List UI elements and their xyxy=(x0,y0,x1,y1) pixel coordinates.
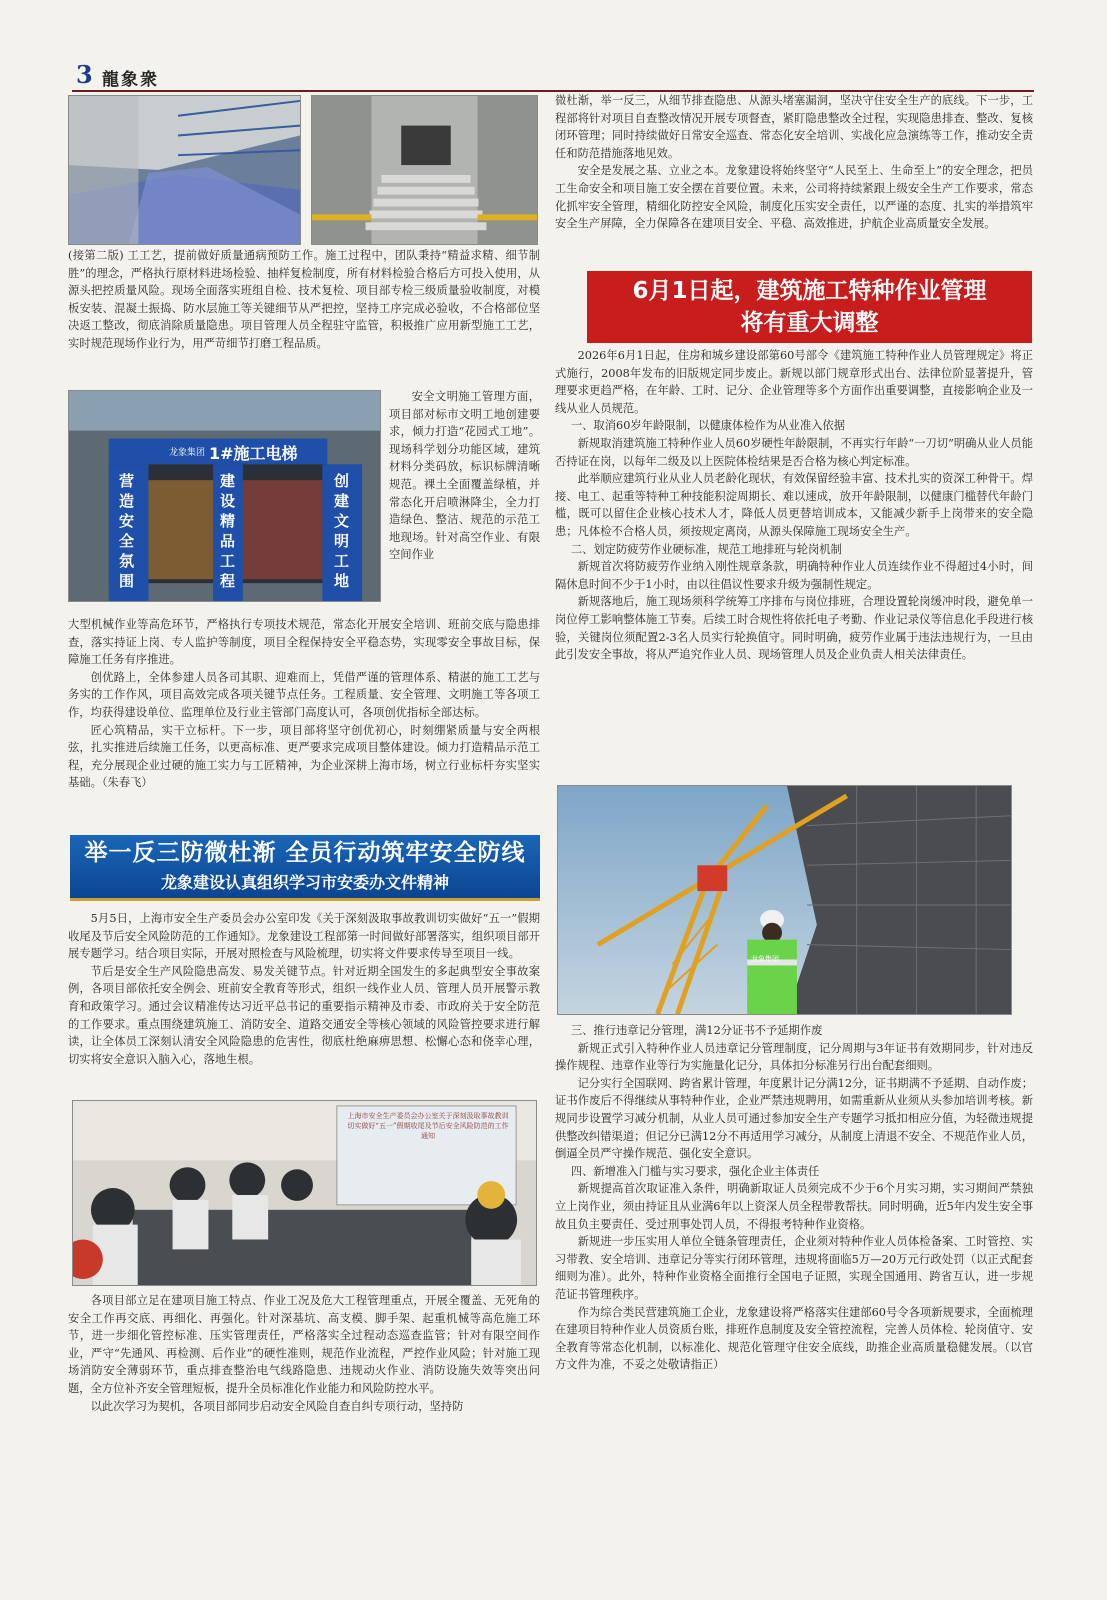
meeting-screen-text: 上海市安全生产委员会办公室关于深刻汲取事故教训切实做好“五一”假期收尾及节后安全风险防范的工作通知 xyxy=(347,1112,509,1140)
paragraph: 新规提高首次取证准入条件，明确新取证人员须完成不少于6个月实习期，实习期间严禁独立上岗作业，须由持证且从业满6年以上资深人员全程带教帮扶。同时明确，近5年内发生安全事故且负主要责任、受过刑事处罚人员，不得报考特种作业资格。 xyxy=(555,1182,1033,1231)
article-safety-management-wrap xyxy=(389,388,540,564)
gate-pillar-center: 建设精品工程 xyxy=(220,472,236,590)
article-quality-control xyxy=(68,247,540,353)
stairwell-photo xyxy=(311,95,538,245)
gate-pillar-left: 营造安全氛围 xyxy=(119,472,135,590)
article-safety-management xyxy=(68,616,540,792)
paragraph: 安全是发展之基、立业之本。龙象建设将始终坚守“人民至上、生命至上”的安全理念，把员工生命安全和项目施工安全摆在首要位置。未来，公司将持续紧跟上级安全生产工作要求，常态化抓牢安全管理，精细化防控安全风险，制度化压实安全责任，以严谨的态度、扎实的举措筑牢安全生产屏障，全力保障各在建项目安全、平稳、高效推进，护航企业高质量安全发展。 xyxy=(555,164,1033,231)
section-heading: 三、推行违章记分管理，满12分证书不予延期作废 xyxy=(570,1024,823,1037)
paragraph: 各项目部立足在建项目施工特点、作业工况及危大工程管理重点，开展全覆盖、无死角的安全工作再交底、再细化、再强化。针对深基坑、高支模、脚手架、起重机械等高危施工环节，进一步细化管控标准、压实管理责任，严格落实全过程动态巡查监管；针对有限空间作业，严守“先通风、再检测、后作业”的硬性准则，规范作业流程，严控作业风险；针对施工现场消防安全薄弱环节，重点排查整治电气线路隐患、违规动火作业、消防设施失效等突出问题，全方位补齐安全管理短板，提升全员标准化作业能力和风险防控水平。 xyxy=(68,1294,540,1395)
paragraph: 以此次学习为契机，各项目部同步启动安全风险自查自纠专项行动，坚持防 xyxy=(90,1399,464,1413)
paragraph: (接第二版) 工工艺，提前做好质量通病预防工作。施工过程中，团队秉持“精益求精、细节制胜”的理念，严格执行原材料进场检验、抽样复检制度，所有材料检验合格后方可投入使用，从源头把控质量风险。现场全面落实班组自检、技术复检、项目部专检三级质量验收制度，对模板安装、混凝土振捣、防水层施工等关键细节从严把控，坚持工序完成必验收，不合格部位坚决返工整改，彻底消除质量隐患。项目管理人员全程驻守监管，积极推广应用新型施工工艺，实时规范现场作业行为，用严苛细节打磨工程品质。 xyxy=(68,249,540,350)
article-safety-study xyxy=(68,910,540,1068)
corridor-photo xyxy=(68,95,301,245)
meeting-photo xyxy=(72,1100,537,1286)
paragraph: 新规首次将防疲劳作业纳入刚性规章条款，明确特种作业人员连续作业不得超过4小时，间隔休息时间不少于1小时，由以往倡议性要求升级为强制性规定。 xyxy=(555,560,1033,591)
paragraph: 匠心筑精品，实干立标杆。下一步，项目部将坚守创优初心，时刻绷紧质量与安全两根弦，扎实推进后续施工任务，以更高标准、更严要求完成项目整体建设。倾力打造精品示范工程，充分展现企业过硬的施工实力与工匠精神，为企业深耕上海市场，树立行业标杆夯实坚实基础。（朱春飞） xyxy=(68,723,540,790)
paragraph: 记分实行全国联网、跨省累计管理，年度累计记分满12分，证书期满不予延期、自动作废；证书作废后不得继续从事特种作业，企业严禁违规聘用，如需重新从业须从头参加培训考核。新规同步设置学习减分机制，从业人员可通过参加安全生产专题学习抵扣相应分值，为轻微违规提供整改纠错渠道；但记分已满12分不再适用学习减分，从制度上清退不安全、不规范作业人员，倒逼全员严守操作规范、强化安全意识。 xyxy=(555,1076,1033,1161)
paragraph: 微杜渐，举一反三，从细节排查隐患、从源头堵塞漏洞，坚决守住安全生产的底线。下一步，工程部将针对项目自查整改情况开展专项督查，紧盯隐患整改全过程，实现隐患排查、整改、复核闭环管理；同时持续做好日常安全巡查、常态化安全培训、实战化应急演练等工作，推动安全责任和防范措施落地见效。 xyxy=(555,94,1033,160)
section-heading: 一、取消60岁年龄限制，以健康体检作为从业准入依据 xyxy=(570,419,846,433)
gate-sign-brand: 龙象集团 xyxy=(169,448,206,458)
regulation-article-banner xyxy=(587,271,1032,343)
gate-sign-elevator: 1#施工电梯 xyxy=(209,444,298,463)
paragraph: 大型机械作业等高危环节，严格执行专项技术规范，常态化开展安全培训、班前交底与隐患排查，落实持证上岗、专人监护等制度，项目全程保持安全平稳态势，实现零安全事故目标，保障施工任务有序推进。 xyxy=(68,618,540,667)
paragraph: 新规进一步压实用人单位全链条管理责任，企业须对特种作业人员体检备案、工时管控、实习带教、安全培训、违章记分等实行闭环管理，违规将面临5万—20万元行政处罚（以正式配套细则为准）。此外，特种作业资格全面推行全国电子证照，实现全国通用、跨省互认，进一步规范证书管理秩序。 xyxy=(555,1235,1033,1301)
banner-title-line1: 6月1日起，建筑施工特种作业管理 xyxy=(632,278,987,304)
vest-logo-text: 龙象集团 xyxy=(751,955,779,963)
paragraph: 2026年6月1日起，住房和城乡建设部第60号部令《建筑施工特种作业人员管理规定》将正式施行，2008年发布的旧版规定同步废止。新规以部门规章形式出台、法律位阶显著提升，管理要求更趋严格，在年龄、工时、记分、企业管理等多个方面作出重要调整，直接影响企业及一线从业人员规范。 xyxy=(555,349,1033,415)
banner-title-line2: 将有重大调整 xyxy=(740,310,879,336)
paragraph: 作为综合类民营建筑施工企业，龙象建设将严格落实住建部60号令各项新规要求，全面梳理在建项目特种作业人员资质台账，排班作息制度及安全管控流程，完善人员体检、轮岗值守、安全教育等常态化机制，以标准化、规范化管理守住安全底线，助推企业高质量稳健发展。（以官方文件为准，不妥之处敬请指正） xyxy=(555,1305,1033,1372)
article-regulation-cont xyxy=(555,1022,1033,1374)
paragraph: 新规正式引入特种作业人员违章记分管理制度，记分周期与3年证书有效期同步，针对违反操作规程、违章作业等行为实施量化记分，具体扣分标准另行出台配套细则。 xyxy=(555,1041,1033,1073)
paragraph: 节后是安全生产风险隐患高发、易发关键节点。针对近期全国发生的多起典型安全事故案例，各项目部依托安全例会、班前安全教育等形式，组织一线作业人员、管理人员开展警示教育和政策学习。通过会议精准传达习近平总书记的重要指示精神及市委、市政府关于安全防范的工作要求。重点围绕建筑施工、消防安全、道路交通安全等核心领域的风险管控要求进行解读，让全体员工深刻认清安全风险隐患的危害性，彻底杜绝麻痹思想、松懈心态和侥幸心理，切实将安全意识入脑入心，落地生根。 xyxy=(68,964,540,1066)
section-heading: 二、划定防疲劳作业硬标准，规范工地排班与轮岗机制 xyxy=(570,542,842,556)
tower-crane-photo xyxy=(557,785,1012,1015)
article-safety-study-right xyxy=(555,92,1033,233)
banner-title: 举一反三防微杜渐 全员行动筑牢安全防线 xyxy=(84,840,526,866)
safety-article-banner xyxy=(70,835,540,901)
banner-subtitle: 龙象建设认真组织学习市安委办文件精神 xyxy=(160,873,449,892)
construction-gate-photo xyxy=(68,390,381,602)
article-regulation xyxy=(555,347,1033,664)
paragraph: 创优路上，全体参建人员各司其职、迎难而上，凭借严谨的管理体系、精湛的施工工艺与务实的工作作风，项目高效完成各项关键节点任务。工程质量、安全管理、文明施工等各项工作，均获得建设单位、监理单位及行业主管部门高度认可，各项创优指标全部达标。 xyxy=(68,670,540,719)
article-safety-study-cont xyxy=(68,1292,540,1415)
masthead-title: 龍象衆 xyxy=(102,70,159,90)
paragraph: 安全文明施工管理方面，项目部对标市文明工地创建要求，倾力打造“花园式工地”。现场科学划分功能区域，建筑材料分类码放，标识标牌清晰规范。裸土全面覆盖绿植，并常态化开启喷淋降尘，全力打造绿色、整洁、规范的示范工地现场。针对高空作业、有限空间作业 xyxy=(389,390,540,562)
paragraph: 新规取消建筑施工特种作业人员60岁硬性年龄限制，不再实行年龄“一刀切”明确从业人员能否持证在岗，以每年二级及以上医院体检结果是否合格为核心判定标准。 xyxy=(555,436,1033,468)
paragraph: 新规落地后，施工现场须科学统筹工序排布与岗位排班，合理设置轮岗缓冲时段，避免单一岗位停工影响整体施工节奏。后续工时合规性将依托电子考勤、作业记录仪等信息化手段进行核验，关键岗位须配置2-3名人员实行轮换值守。同时明确，疲劳作业属于违法违规行为，一旦由此引发安全事故，将从严追究作业人员、现场管理人员及企业负责人相关法律责任。 xyxy=(555,595,1033,662)
paragraph: 此举顺应建筑行业从业人员老龄化现状，有效保留经验丰富、技术扎实的资深工种骨干。焊接、电工、起重等特种工种技能积淀周期长、难以速成，放开年龄限制，以健康门槛替代年龄门槛，既可以留住企业核心技术人才，降低人员更替培训成本，又能减少新手上岗带来的安全隐患；凡体检不合格人员，须按规定离岗，从源头保障施工现场安全生产。 xyxy=(555,472,1033,538)
section-heading: 四、新增准入门槛与实习要求，强化企业主体责任 xyxy=(570,1164,820,1178)
paragraph: 5月5日，上海市安全生产委员会办公室印发《关于深刻汲取事故教训切实做好“五一”假期收尾及节后安全风险防范的工作通知》。龙象建设工程部第一时间做好部署落实，组织项目部开展专题学习。结合项目实际，开展对照检查与风险梳理，切实将文件要求传导至项目一线。 xyxy=(68,912,540,961)
gate-pillar-right: 创建文明工地 xyxy=(334,472,350,590)
page-header xyxy=(72,60,1034,92)
page-number: 3 xyxy=(76,60,93,89)
